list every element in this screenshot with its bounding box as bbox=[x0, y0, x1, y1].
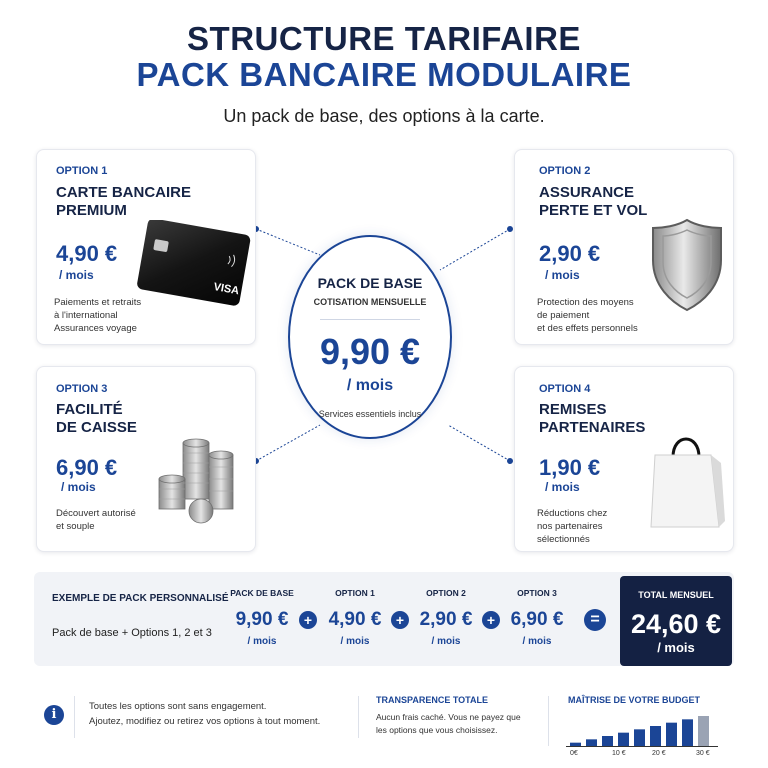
chart-bar bbox=[618, 733, 629, 746]
coins-icon bbox=[157, 433, 241, 525]
divider bbox=[320, 319, 420, 320]
chart-bar bbox=[634, 729, 645, 746]
option-card-3[interactable] bbox=[36, 366, 256, 552]
transparency-title: TRANSPARENCE TOTALE bbox=[376, 695, 489, 705]
example-col-per: / mois bbox=[522, 636, 552, 647]
chart-bar bbox=[666, 723, 677, 746]
total-label: TOTAL MENSUEL bbox=[638, 590, 714, 600]
shopping-bag-icon bbox=[647, 427, 727, 533]
chart-tick-label: 10 € bbox=[612, 750, 626, 757]
option-card-4[interactable] bbox=[514, 366, 734, 552]
card-brand: VISA bbox=[212, 281, 241, 298]
option-tag: OPTION 4 bbox=[539, 383, 591, 395]
transparency-text: Aucun frais caché. Vous ne payez que les options que vous choisissez. bbox=[376, 712, 521, 735]
option-description: Découvert autorisé et souple bbox=[56, 508, 136, 532]
example-col-label: OPTION 3 bbox=[517, 588, 557, 598]
example-col-per: / mois bbox=[247, 636, 277, 647]
connector-dot bbox=[507, 226, 513, 232]
plus-icon: + bbox=[391, 611, 409, 629]
example-title: EXEMPLE DE PACK PERSONNALISÉ bbox=[52, 593, 229, 604]
option-description: Paiements et retraits à l'international Assurances voyage bbox=[54, 297, 142, 334]
option-card-1[interactable] bbox=[36, 149, 256, 345]
example-col-per: / mois bbox=[340, 636, 370, 647]
option-price: 2,90 € bbox=[539, 241, 601, 266]
page-title-line1: STRUCTURE TARIFAIRE bbox=[187, 20, 581, 57]
option-description: Réductions chez nos partenaires sélectionnés bbox=[537, 508, 608, 545]
budget-bar-chart bbox=[562, 706, 722, 748]
shield-icon bbox=[649, 216, 725, 314]
option-tag: OPTION 2 bbox=[539, 165, 591, 177]
base-pack-price: 9,90 € bbox=[319, 331, 421, 372]
info-icon: i bbox=[44, 705, 64, 725]
plus-icon: + bbox=[482, 611, 500, 629]
connector-dot bbox=[507, 458, 513, 464]
chart-bar bbox=[650, 726, 661, 746]
option-price: 6,90 € bbox=[56, 455, 118, 480]
plus-icon: + bbox=[299, 611, 317, 629]
option-price: 1,90 € bbox=[539, 455, 601, 480]
example-col-label: PACK DE BASE bbox=[230, 588, 294, 598]
example-col-value: 9,90 € bbox=[235, 609, 289, 630]
option-title: REMISES PARTENAIRES bbox=[539, 401, 646, 436]
chart-bar bbox=[586, 739, 597, 746]
divider bbox=[548, 696, 549, 746]
chart-bar bbox=[570, 743, 581, 746]
divider bbox=[74, 696, 75, 738]
base-pack-footer: Services essentiels inclus bbox=[318, 409, 422, 419]
divider bbox=[358, 696, 359, 738]
budget-title: MAÎTRISE DE VOTRE BUDGET bbox=[568, 695, 701, 705]
option-title: CARTE BANCAIRE PREMIUM bbox=[56, 184, 191, 219]
option-per-month: / mois bbox=[59, 268, 94, 282]
option-per-month: / mois bbox=[545, 268, 580, 282]
option-tag: OPTION 1 bbox=[56, 165, 108, 177]
total-value: 24,60 € bbox=[630, 609, 722, 639]
chart-tick-label: 0€ bbox=[570, 750, 578, 757]
example-col-per: / mois bbox=[431, 636, 461, 647]
page-title-line2: PACK BANCAIRE MODULAIRE bbox=[136, 56, 632, 93]
option-title: ASSURANCE PERTE ET VOL bbox=[539, 184, 648, 219]
example-col-label: OPTION 2 bbox=[426, 588, 466, 598]
option-card-2[interactable] bbox=[514, 149, 734, 345]
option-per-month: / mois bbox=[545, 480, 580, 494]
example-col-label: OPTION 1 bbox=[335, 588, 375, 598]
total-monthly-box bbox=[620, 576, 732, 666]
chart-tick-label: 30 € bbox=[696, 750, 710, 757]
credit-card-icon bbox=[131, 220, 255, 312]
example-col-value: 2,90 € bbox=[419, 609, 473, 630]
chart-bar bbox=[698, 716, 709, 746]
example-col-value: 6,90 € bbox=[510, 609, 564, 630]
example-col-value: 4,90 € bbox=[328, 609, 382, 630]
chart-tick-label: 20 € bbox=[652, 750, 666, 757]
option-title: FACILITÉ DE CAISSE bbox=[56, 401, 137, 436]
page-subtitle: Un pack de base, des options à la carte. bbox=[223, 106, 545, 126]
base-pack-per-month: / mois bbox=[346, 377, 394, 394]
chart-bar bbox=[602, 736, 613, 746]
info-text: Toutes les options sont sans engagement. Ajoutez, modifiez ou retirez vos options à tout moment. bbox=[89, 701, 321, 727]
option-price: 4,90 € bbox=[56, 241, 118, 266]
base-pack-subtitle: COTISATION MENSUELLE bbox=[313, 297, 427, 307]
total-per-month: / mois bbox=[657, 640, 695, 655]
base-pack-circle[interactable] bbox=[288, 235, 452, 439]
option-per-month: / mois bbox=[61, 480, 96, 494]
base-pack-title: PACK DE BASE bbox=[317, 275, 423, 291]
example-subtitle: Pack de base + Options 1, 2 et 3 bbox=[52, 627, 212, 639]
chart-bar bbox=[682, 719, 693, 746]
equals-icon: = bbox=[584, 609, 606, 631]
option-description: Protection des moyens de paiement et des effets personnels bbox=[537, 297, 638, 334]
option-tag: OPTION 3 bbox=[56, 383, 108, 395]
